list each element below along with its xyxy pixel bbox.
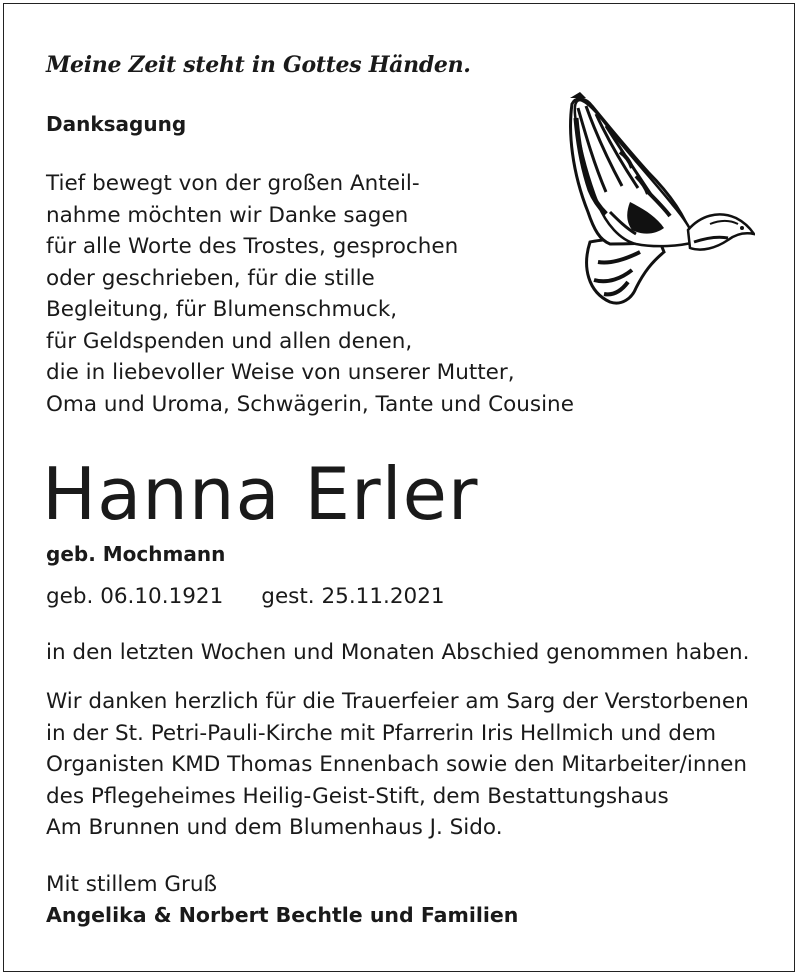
deceased-name: Hanna Erler xyxy=(42,452,479,536)
thanks-text xyxy=(46,686,749,844)
intro-line: die in liebevoller Weise von unserer Mutter, xyxy=(46,360,515,385)
intro-line: für alle Worte des Trostes, gesprochen xyxy=(46,234,459,259)
farewell-text: in den letzten Wochen und Monaten Abschied genommen haben. xyxy=(46,640,750,665)
life-dates xyxy=(46,584,445,609)
intro-text xyxy=(46,168,574,420)
thanks-line: des Pflegeheimes Heilig-Geist-Stift, dem Bestattungshaus xyxy=(46,783,669,809)
thanks-line: Organisten KMD Thomas Ennenbach sowie den Mitarbeiter/innen xyxy=(46,752,747,777)
birth-date: geb. 06.10.1921 xyxy=(46,584,224,609)
intro-line: Oma und Uroma, Schwägerin, Tante und Cousine xyxy=(46,391,574,417)
greeting: Mit stillem Gruß xyxy=(46,872,218,897)
thanks-line: in der St. Petri-Pauli-Kirche mit Pfarrerin Iris Hellmich und dem xyxy=(46,720,717,746)
signature: Angelika & Norbert Bechtle und Familien xyxy=(46,903,519,927)
intro-line: oder geschrieben, für die stille xyxy=(46,265,375,291)
intro-line: Tief bewegt von der großen Anteil- xyxy=(46,171,420,196)
thanks-line: Am Brunnen und dem Blumenhaus J. Sido. xyxy=(46,815,503,840)
heading: Danksagung xyxy=(46,112,187,136)
maiden-name: geb. Mochmann xyxy=(46,542,226,566)
thanks-line: Wir danken herzlich für die Trauerfeier am Sarg der Verstorbenen xyxy=(46,689,749,714)
death-date: gest. 25.11.2021 xyxy=(261,584,445,609)
intro-line: nahme möchten wir Danke sagen xyxy=(46,202,409,228)
motto: Meine Zeit steht in Gottes Händen. xyxy=(46,52,471,78)
intro-line: Begleitung, für Blumenschmuck, xyxy=(46,297,398,322)
intro-line: für Geldspenden und allen denen, xyxy=(46,328,413,354)
praying-hands-icon xyxy=(560,92,755,307)
